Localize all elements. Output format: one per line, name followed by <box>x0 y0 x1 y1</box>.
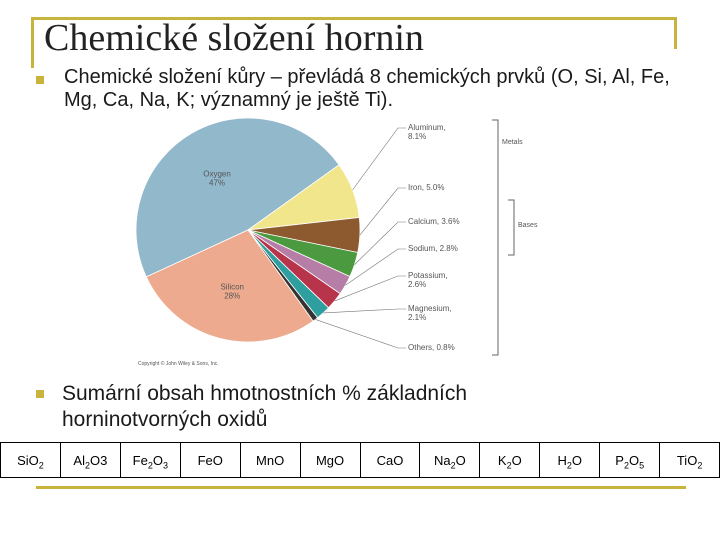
crust-composition-text: Chemické složení kůry – převládá 8 chemických prvků (O, Si, Al, Fe, Mg, Ca, Na, K; významný je ještě Ti). <box>64 66 670 111</box>
oxide-formula: Ca <box>376 453 394 468</box>
metals-group-label: Metals <box>502 139 523 146</box>
oxide-cell: $P_2O_5$ <box>599 443 660 477</box>
oxide-formula: Fe <box>197 453 213 468</box>
pie-leader-line <box>360 188 406 235</box>
slide-title: Chemické složení hornin <box>44 17 424 59</box>
frame-bottom-line <box>36 486 686 489</box>
pie-leader-line <box>353 128 406 190</box>
pie-value-silicon: 28% <box>224 291 241 301</box>
oxide-formula: Al <box>73 453 85 468</box>
pie-value-oxygen: 47% <box>209 178 226 188</box>
bases-bracket <box>508 200 514 255</box>
pie-label-others: Others, 0.8% <box>408 343 455 352</box>
pie-label-aluminum: Aluminum, 8.1% <box>408 123 446 141</box>
oxide-cell: MgO <box>300 443 361 477</box>
oxide-cell: $Fe_2O_3$ <box>120 443 181 477</box>
bullet-square-icon <box>36 390 44 398</box>
oxide-cell: $Na_2O$ <box>419 443 480 477</box>
oxide-cell: MnO <box>240 443 301 477</box>
pie-leader-line <box>354 222 406 265</box>
oxide-formula: Si <box>17 453 29 468</box>
pie-label-sodium: Sodium, 2.8% <box>408 244 458 253</box>
oxide-formula: Mg <box>315 453 335 468</box>
pie-label-calcium: Calcium, 3.6% <box>408 217 460 226</box>
frame-left-line <box>31 18 34 68</box>
oxide-formula: K <box>497 453 507 468</box>
pie-leader-line <box>315 319 406 348</box>
oxides-table <box>0 442 720 478</box>
oxides-intro-text: Sumární obsah hmotnostních % základních horninotvorných oxidů <box>62 382 468 431</box>
pie-label-magnesium: Magnesium, 2.1% <box>408 304 452 322</box>
pie-label-silicon: Silicon <box>220 282 245 292</box>
oxide-formula: Na <box>434 453 451 468</box>
oxide-cell: SiO$_2$ <box>0 443 61 477</box>
oxide-formula: Mn <box>256 453 275 468</box>
oxide-cell: $Al_2O3$ <box>60 443 121 477</box>
oxide-cell: FeO <box>180 443 241 477</box>
pie-label-oxygen: Oxygen <box>203 169 231 179</box>
oxide-formula: H <box>557 453 567 468</box>
bases-group-label: Bases <box>518 222 538 229</box>
oxide-cell: TiO$_2$ <box>659 443 720 477</box>
oxide-formula: P <box>615 453 624 468</box>
metals-bracket <box>492 120 498 355</box>
pie-label-potassium: Potassium, 2.6% <box>408 271 448 289</box>
oxide-formula: Ti <box>676 453 688 468</box>
oxide-cell: $H_2O$ <box>539 443 600 477</box>
oxide-cell: CaO <box>360 443 421 477</box>
copyright-text: Copyright © John Wiley & Sons, Inc. <box>138 361 219 367</box>
oxide-cell: $K_2O$ <box>479 443 540 477</box>
oxide-formula: Fe <box>132 453 148 468</box>
pie-label-iron: Iron, 5.0% <box>408 183 445 192</box>
bullet-square-icon <box>36 76 44 84</box>
frame-right-line <box>674 17 677 49</box>
crust-elements-pie-chart <box>130 112 560 370</box>
pie-leader-line <box>323 309 406 313</box>
